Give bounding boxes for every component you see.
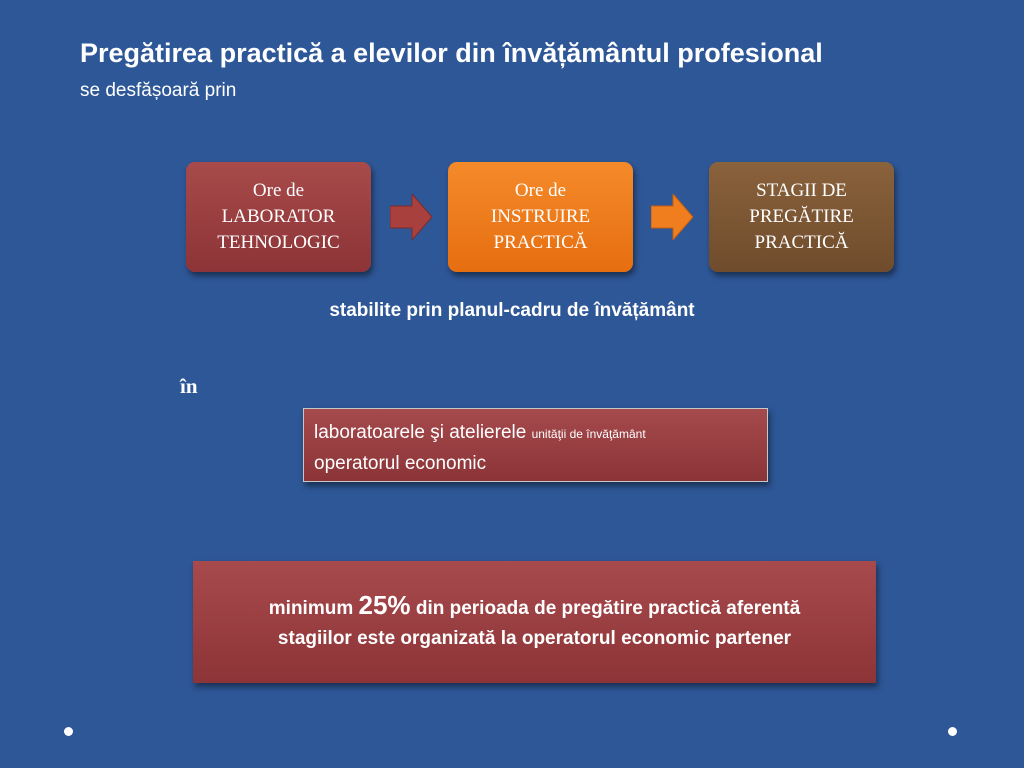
bullet-dot-left — [64, 727, 73, 736]
flow-box-text — [491, 178, 590, 256]
flow-box-line: Ore de — [252, 180, 305, 201]
bullet-dot-right — [948, 727, 957, 736]
flow-box-text — [217, 178, 339, 256]
flow-box-line: Ore de — [514, 180, 567, 201]
minimum-rest: din perioada de pregătire practică aferentă — [415, 598, 801, 619]
minimum-prefix: minimum — [268, 598, 354, 619]
location-line-2: operatorul economic — [314, 453, 487, 474]
middle-caption: stabilite prin planul-cadru de învățământ — [329, 300, 695, 321]
minimum-line-1 — [269, 590, 800, 624]
flow-box-laborator — [186, 162, 371, 272]
minimum-line-2: stagiilor este organizată la operatorul economic partener — [277, 628, 792, 649]
location-box — [303, 408, 768, 482]
flow-box-line: INSTRUIRE — [490, 206, 591, 227]
flow-box-line: PREGĂTIRE — [749, 206, 854, 227]
in-label: în — [180, 374, 198, 398]
right-arrow-icon — [651, 194, 693, 240]
flow-box-line: STAGII DE — [756, 180, 847, 201]
flow-box-instruire — [448, 162, 633, 272]
minimum-box — [193, 561, 876, 683]
location-line-1 — [314, 418, 757, 449]
flow-box-line: TEHNOLOGIC — [217, 232, 340, 253]
flow-box-line: LABORATOR — [221, 206, 336, 227]
location-small-text: unităţii de învăţământ — [531, 427, 646, 441]
slide-subtitle: se desfășoară prin — [80, 80, 237, 101]
flow-box-line: PRACTICĂ — [493, 232, 588, 253]
flow-box-stagii — [709, 162, 894, 272]
flow-box-text — [749, 178, 854, 256]
slide-title: Pregătirea practică a elevilor din învățământul profesional — [80, 38, 823, 68]
right-arrow-icon — [390, 194, 432, 240]
location-main-text: laboratoarele şi atelierele — [314, 422, 527, 443]
flow-box-line: PRACTICĂ — [754, 232, 849, 253]
minimum-percent: 25% — [358, 590, 411, 620]
